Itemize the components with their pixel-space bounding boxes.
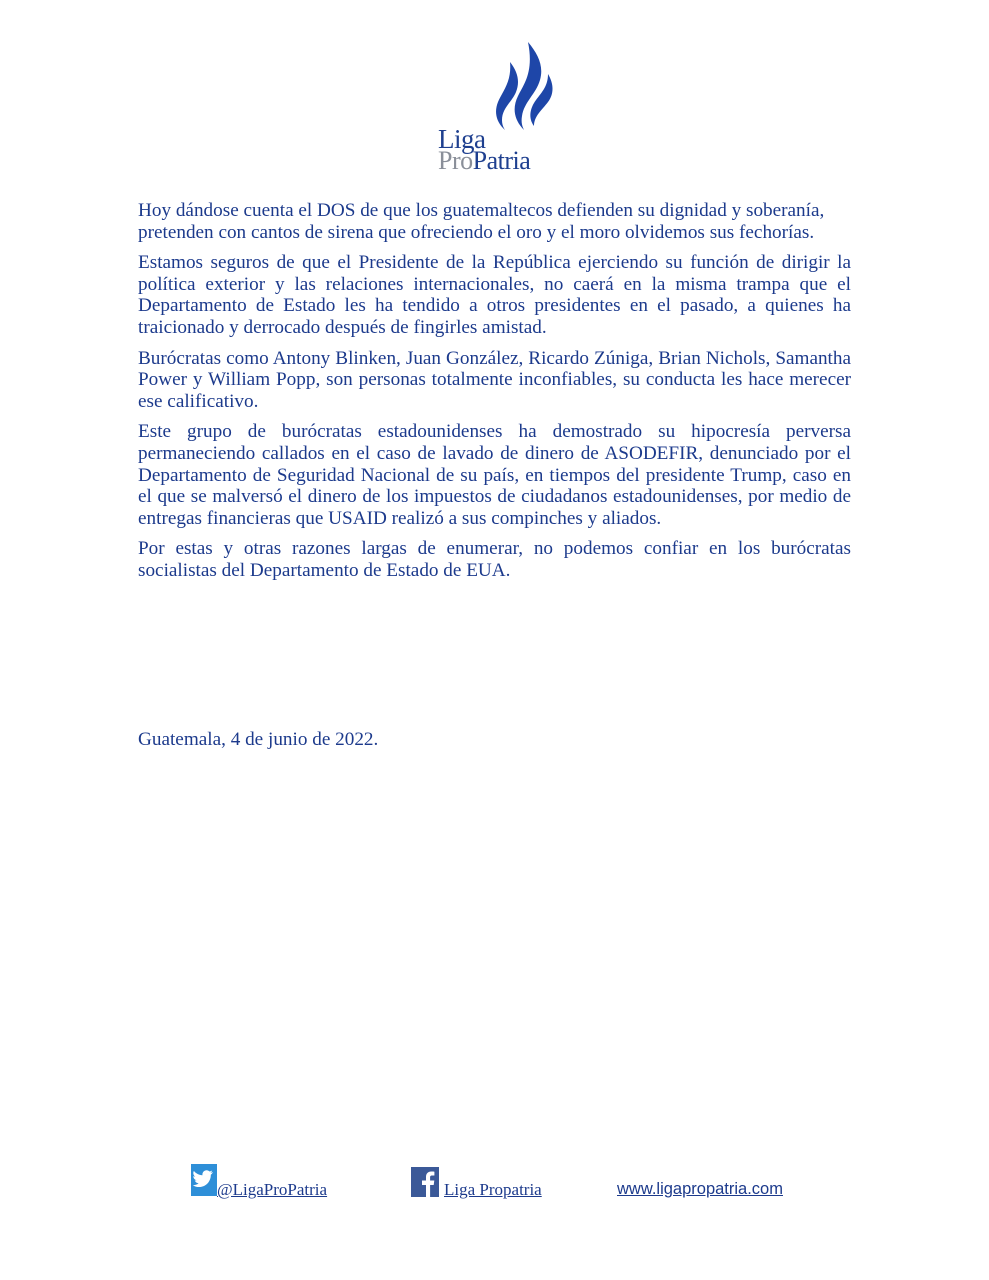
paragraph: Por estas y otras razones largas de enumerar, no podemos confiar en los burócratas socialistas del Departamento de Estado de EUA. xyxy=(138,538,851,581)
date-line: Guatemala, 4 de junio de 2022. xyxy=(138,729,379,750)
twitter-handle-link[interactable]: @LigaProPatria xyxy=(217,1180,328,1199)
paragraph: Hoy dándose cuenta el DOS de que los guatemaltecos defienden su dignidad y soberanía, pretenden con cantos de sirena que ofreciendo el oro y el moro olvidemos sus fechorías. xyxy=(138,200,825,243)
website-link[interactable]: www.ligapropatria.com xyxy=(617,1180,783,1198)
facebook-icon[interactable] xyxy=(411,1167,439,1197)
logo-word-liga: Liga xyxy=(438,124,486,154)
footer xyxy=(0,1162,989,1202)
paragraph: Burócratas como Antony Blinken, Juan González, Ricardo Zúniga, Brian Nichols, Samantha Power y William Popp, son personas totalmente inconfiables, su conducta les hace merecer ese calificativo. xyxy=(138,347,851,412)
logo-word-pro: Pro xyxy=(438,146,473,175)
facebook-page-link[interactable]: Liga Propatria xyxy=(444,1180,542,1199)
paragraph: Estamos seguros de que el Presidente de la República ejerciendo su función de dirigir la política exterior y las relaciones internacionales, no caerá en la misma trampa que el Departamento de Estado les ha tendido a otros presidentes en el pasado, a quienes ha traicionado y derrocado después de fingirles amistad. xyxy=(138,252,851,338)
liga-propatria-logo xyxy=(436,40,566,180)
logo-word-patria: Patria xyxy=(472,146,531,175)
statement-body xyxy=(138,200,851,591)
logo-wordmark xyxy=(438,124,531,176)
flame-icon xyxy=(488,40,558,132)
paragraph: Este grupo de burócratas estadounidenses ha demostrado su hipocresía perversa permaneciendo callados en el caso de lavado de dinero de ASODEFIR, denunciado por el Departamento de Seguridad Nacional de su país, en tiempos del presidente Trump, caso en el que se malversó el dinero de los impuestos de ciudadanos estadounidenses, por medio de entregas financieras que USAID realizó a sus compinches y aliados. xyxy=(138,421,851,529)
twitter-icon[interactable] xyxy=(191,1164,217,1196)
